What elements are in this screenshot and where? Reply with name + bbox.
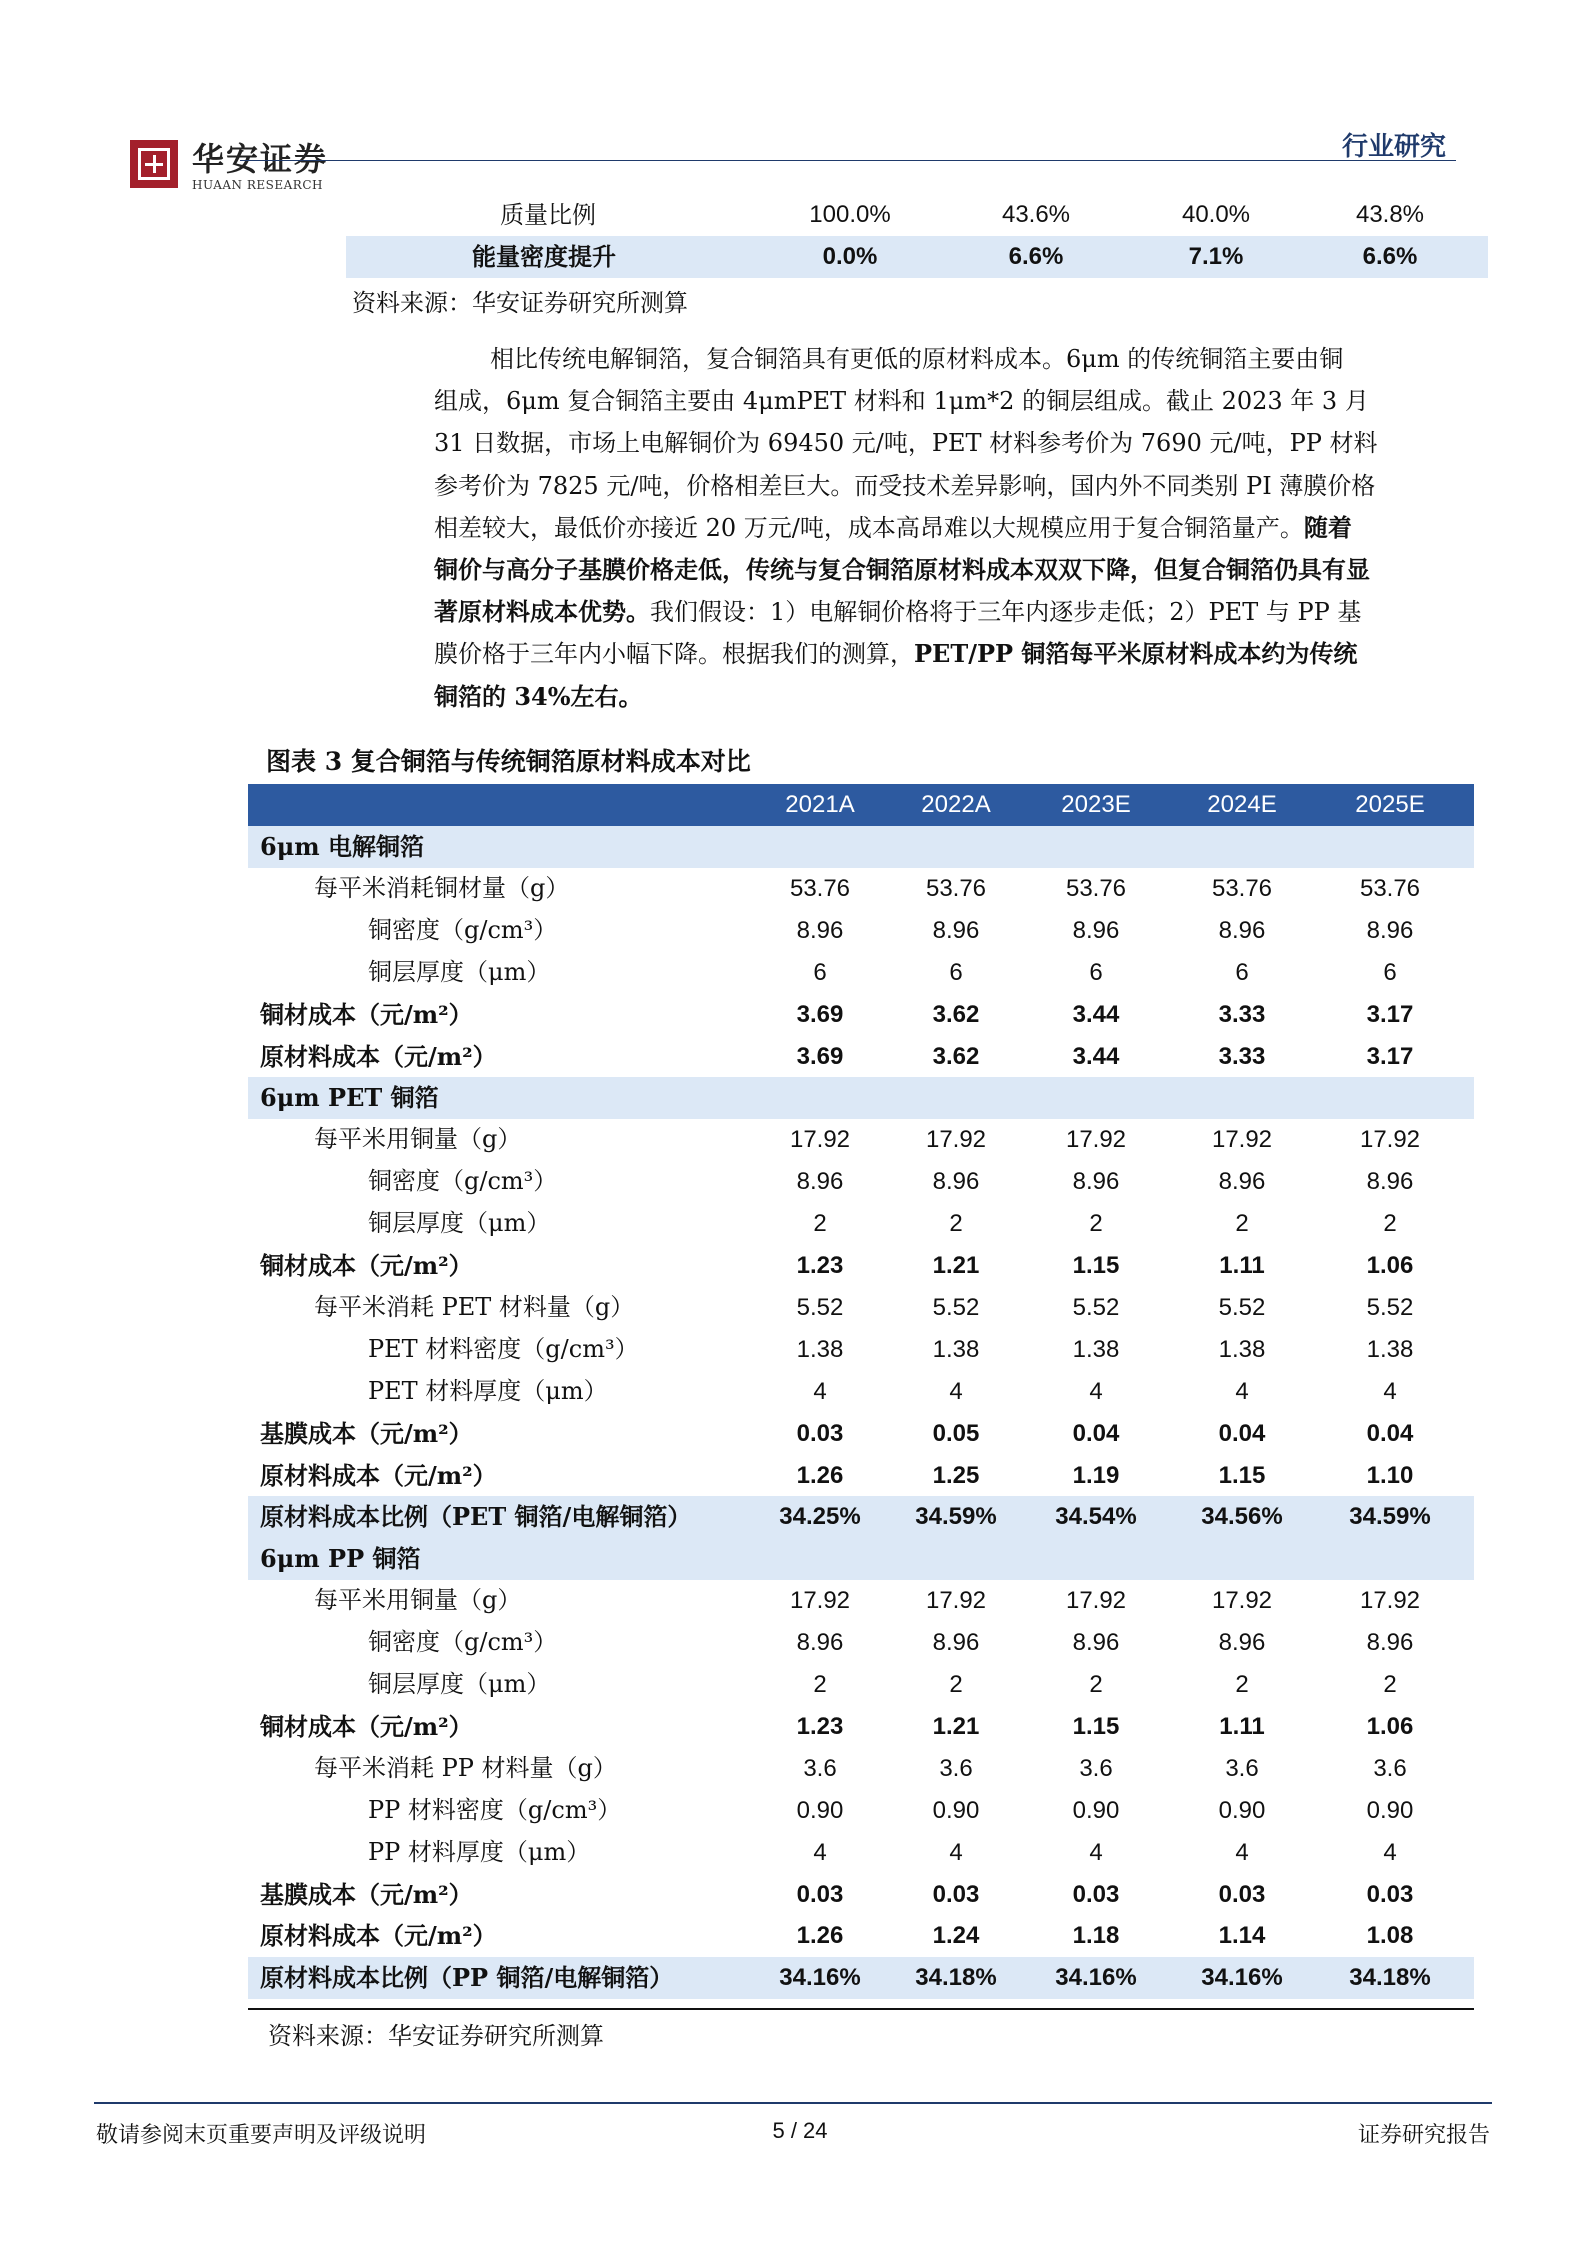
cell-value: 1.38 [1072, 1335, 1120, 1363]
cell-value: 4 [813, 1838, 827, 1866]
cell-value: 1.11 [1219, 1252, 1265, 1279]
cell-value: 6 [1383, 958, 1397, 986]
cell-value: 34.18% [1349, 1964, 1431, 1992]
top-table-row [346, 194, 1488, 236]
table-bottom-rule [248, 2008, 1474, 2010]
row-label: 铜密度（g/cm³） [368, 1628, 558, 1657]
cell-value: 0.90 [1366, 1796, 1414, 1824]
cell-value: 6.6% [1008, 243, 1064, 270]
row-label: 原材料成本（元/m²） [260, 1921, 497, 1951]
cell-value: 3.44 [1072, 1042, 1120, 1070]
cell-value: 4 [1089, 1838, 1103, 1866]
cell-value: 17.92 [1065, 1126, 1127, 1154]
cell-value: 8.96 [796, 1168, 844, 1196]
cell-value: 2 [1089, 1210, 1103, 1238]
cell-value: 1.06 [1366, 1252, 1414, 1279]
row-label: 原材料成本比例（PP 铜箔/电解铜箔） [260, 1963, 674, 1993]
cell-value: 4 [1235, 1838, 1249, 1866]
logo-icon [130, 140, 178, 188]
cell-value: 1.19 [1072, 1461, 1120, 1489]
row-label: 铜材成本（元/m²） [260, 1711, 473, 1741]
cell-value: 34.16% [779, 1964, 861, 1992]
cell-value: 1.38 [796, 1335, 844, 1363]
para-line-5: 相差较大，最低价亦接近 20 万元/吨，成本高昂难以大规模应用于复合铜箔量产。随着 [434, 512, 1352, 542]
cell-value: 0.90 [932, 1796, 980, 1824]
cell-value: 8.96 [1366, 1168, 1414, 1196]
row-label: 基膜成本（元/m²） [260, 1879, 473, 1909]
table-row [248, 952, 1474, 994]
cell-value: 8.96 [1218, 916, 1266, 944]
cell-value: 4 [949, 1377, 963, 1405]
table-row [248, 1161, 1474, 1203]
cell-value: 17.92 [925, 1126, 987, 1154]
cell-value: 0.90 [1072, 1796, 1120, 1824]
table-row [248, 1203, 1474, 1245]
cell-value: 4 [1383, 1838, 1397, 1866]
cell-value: 8.96 [1218, 1168, 1266, 1196]
cell-value: 8.96 [796, 916, 844, 944]
cell-value: 1.26 [796, 1922, 844, 1950]
cell-value: 17.92 [789, 1126, 851, 1154]
cell-value: 0.03 [796, 1880, 844, 1908]
cell-value: 1.08 [1366, 1922, 1414, 1950]
cell-value: 7.1% [1188, 243, 1244, 270]
row-label: 铜密度（g/cm³） [368, 915, 558, 944]
para-line-7: 著原材料成本优势。我们假设：1）电解铜价格将于三年内逐步走低；2）PET 与 PP 基 [434, 597, 1362, 627]
cell-value: 0.0% [822, 243, 878, 270]
cell-value: 4 [1089, 1377, 1103, 1405]
cell-value: 34.59% [1349, 1503, 1431, 1531]
top-table-row [346, 236, 1488, 278]
cell-value: 34.54% [1055, 1503, 1137, 1531]
cell-value: 0.03 [1218, 1880, 1266, 1908]
row-label: 原材料成本（元/m²） [260, 1041, 497, 1071]
cell-value: 34.59% [915, 1503, 997, 1531]
cell-value: 43.8% [1355, 201, 1425, 228]
table-row [248, 1036, 1474, 1078]
cell-value: 2 [813, 1210, 827, 1238]
page-number: 5 / 24 [772, 2118, 828, 2143]
brand-name: 华安证券 [192, 140, 329, 178]
cell-value: 8.96 [932, 916, 980, 944]
cell-value: 4 [1383, 1377, 1397, 1405]
table-row [248, 1413, 1474, 1455]
row-label: 铜层厚度（μm） [368, 1209, 551, 1238]
cell-value: 6 [949, 958, 963, 986]
cell-value: 2 [1235, 1210, 1249, 1238]
cell-value: 53.76 [789, 874, 851, 902]
cell-value: 6 [1235, 958, 1249, 986]
cell-value: 1.15 [1218, 1461, 1266, 1489]
row-label: 原材料成本（元/m²） [260, 1460, 497, 1490]
row-label: 铜层厚度（μm） [368, 1670, 551, 1698]
table-row [248, 1245, 1474, 1287]
cell-value: 8.96 [1366, 916, 1414, 944]
cell-value: 2 [1235, 1671, 1249, 1698]
cell-value: 17.92 [1065, 1587, 1127, 1615]
cell-value: 8.96 [796, 1629, 844, 1657]
cell-value: 3.69 [796, 1000, 844, 1028]
cell-value: 17.92 [789, 1587, 851, 1615]
cell-value: 1.10 [1366, 1461, 1414, 1489]
cell-value: 1.06 [1366, 1712, 1414, 1740]
cell-value: 2 [949, 1671, 963, 1698]
cell-value: 53.76 [1359, 874, 1421, 902]
cell-value: 4 [813, 1377, 827, 1405]
cell-value: 43.6% [1001, 201, 1071, 228]
cell-value: 8.96 [1072, 1629, 1120, 1657]
row-label: 铜材成本（元/m²） [260, 1251, 473, 1280]
table-row [248, 1790, 1474, 1832]
cell-value: 5.52 [1366, 1293, 1414, 1321]
cell-value: 3.33 [1218, 1000, 1266, 1028]
cell-value: 0.04 [1218, 1419, 1266, 1447]
cell-value: 53.76 [1065, 874, 1127, 902]
cell-value: 2 [813, 1671, 827, 1698]
cell-value: 0.03 [932, 1880, 980, 1908]
cell-value: 0.05 [932, 1419, 980, 1447]
table-row [248, 1455, 1474, 1497]
table-row [248, 910, 1474, 952]
row-label: PP 材料密度（g/cm³） [368, 1795, 622, 1824]
row-label: 原材料成本比例（PET 铜箔/电解铜箔） [260, 1502, 692, 1532]
cell-value: 1.38 [1366, 1335, 1414, 1363]
cell-value: 8.96 [1072, 916, 1120, 944]
table-row [248, 1706, 1474, 1748]
cell-value: 3.6 [1225, 1754, 1259, 1782]
row-label: 每平米消耗铜材量（g） [314, 873, 570, 902]
row-label: 铜密度（g/cm³） [368, 1167, 558, 1196]
cell-value: 0.03 [1366, 1880, 1414, 1908]
cell-value: 1.26 [796, 1461, 844, 1489]
cell-value: 0.90 [1218, 1796, 1266, 1824]
section-label: 行业研究 [1341, 132, 1446, 162]
table-row [248, 1664, 1474, 1706]
body-paragraph [434, 338, 1458, 718]
cell-value: 34.16% [1055, 1964, 1137, 1992]
cell-value: 3.33 [1218, 1042, 1266, 1070]
para-line-2: 组成，6μm 复合铜箔主要由 4μmPET 材料和 1μm*2 的铜层组成。截止 2023 年 3 月 [434, 387, 1369, 416]
cell-value: 8.96 [1218, 1629, 1266, 1657]
row-label: 能量密度提升 [472, 242, 616, 271]
cell-value: 0.90 [796, 1796, 844, 1824]
header-divider [240, 160, 1456, 161]
row-label: 铜层厚度（μm） [368, 957, 551, 986]
cell-value: 8.96 [932, 1629, 980, 1657]
row-label: 质量比例 [500, 201, 596, 229]
cell-value: 1.15 [1072, 1712, 1120, 1740]
row-label: 每平米用铜量（g） [314, 1125, 522, 1154]
para-line-4: 参考价为 7825 元/吨，价格相差巨大。而受技术差异影响，国内外不同类别 PI 薄膜价格 [434, 471, 1376, 500]
cell-value: 8.96 [932, 1168, 980, 1196]
cell-value: 5.52 [1218, 1293, 1266, 1321]
row-label: 每平米消耗 PP 材料量（g） [314, 1753, 617, 1782]
cell-value: 2 [949, 1210, 963, 1238]
cell-value: 0.04 [1366, 1419, 1414, 1447]
cell-value: 3.62 [932, 1000, 980, 1028]
table-row [248, 1371, 1474, 1413]
cell-value: 1.23 [796, 1252, 844, 1279]
row-label: 每平米用铜量（g） [314, 1586, 522, 1615]
column-header: 2024E [1207, 791, 1277, 818]
cell-value: 34.25% [779, 1503, 861, 1531]
cell-value: 1.23 [796, 1712, 844, 1740]
cell-value: 3.44 [1072, 1000, 1120, 1028]
cell-value: 1.38 [932, 1335, 980, 1363]
cell-value: 3.6 [939, 1754, 973, 1782]
cell-value: 1.25 [932, 1461, 980, 1489]
table-row [248, 1957, 1474, 1999]
table-row [248, 1496, 1474, 1538]
row-label: PP 材料厚度（μm） [368, 1837, 591, 1866]
cell-value: 3.69 [796, 1042, 844, 1070]
row-label: 6μm 电解铜箔 [260, 832, 425, 861]
energy-density-table [346, 192, 1488, 280]
column-header: 2023E [1061, 791, 1131, 818]
table-source-note: 资料来源：华安证券研究所测算 [352, 289, 688, 317]
cell-value: 3.6 [803, 1754, 837, 1782]
cell-value: 8.96 [1072, 1168, 1120, 1196]
cell-value: 2 [1383, 1671, 1397, 1698]
cell-value: 1.15 [1072, 1252, 1120, 1279]
table-row [248, 1580, 1474, 1622]
column-header: 2025E [1355, 791, 1425, 818]
cell-value: 6 [1089, 958, 1103, 986]
table-row [248, 1287, 1474, 1329]
cell-value: 5.52 [1072, 1293, 1120, 1321]
column-header: 2022A [921, 791, 991, 818]
cell-value: 4 [949, 1838, 963, 1866]
row-label: 基膜成本（元/m²） [260, 1418, 473, 1448]
cell-value: 4 [1235, 1377, 1249, 1405]
cell-value: 3.17 [1366, 1042, 1414, 1070]
cell-value: 0.03 [1072, 1880, 1120, 1908]
section-header-row [248, 826, 1474, 868]
row-label: 6μm PET 铜箔 [260, 1083, 439, 1113]
cell-value: 17.92 [1359, 1587, 1421, 1615]
cell-value: 1.14 [1218, 1922, 1266, 1950]
cell-value: 40.0% [1181, 201, 1251, 228]
cell-value: 1.38 [1218, 1335, 1266, 1363]
cell-value: 34.18% [915, 1964, 997, 1992]
cell-value: 3.6 [1079, 1754, 1113, 1782]
cell-value: 17.92 [1211, 1587, 1273, 1615]
row-label: 每平米消耗 PET 材料量（g） [314, 1292, 635, 1321]
row-label: 铜材成本（元/m²） [260, 999, 473, 1029]
para-line-3: 31 日数据，市场上电解铜价为 69450 元/吨，PET 材料参考价为 7690 元/吨，PP 材料 [434, 429, 1378, 458]
cell-value: 6.6% [1362, 243, 1418, 270]
table-row [248, 1915, 1474, 1957]
cell-value: 2 [1383, 1210, 1397, 1238]
para-line-1: 相比传统电解铜箔，复合铜箔具有更低的原材料成本。6μm 的传统铜箔主要由铜 [490, 345, 1344, 373]
table-row [248, 1832, 1474, 1874]
footer-divider [94, 2102, 1492, 2104]
cell-value: 1.21 [932, 1252, 980, 1279]
cell-value: 34.16% [1201, 1964, 1283, 1992]
footer-disclaimer: 敬请参阅末页重要声明及评级说明 [96, 2123, 427, 2148]
cell-value: 17.92 [1211, 1126, 1273, 1154]
cell-value: 17.92 [925, 1587, 987, 1615]
cell-value: 17.92 [1359, 1126, 1421, 1154]
cell-value: 1.11 [1219, 1712, 1265, 1740]
cell-value: 53.76 [1211, 874, 1273, 902]
brand-english: HUAAN RESEARCH [192, 178, 323, 192]
table-row [248, 994, 1474, 1036]
table-row [248, 1874, 1474, 1916]
column-header: 2021A [785, 791, 855, 818]
row-label: PET 材料厚度（μm） [368, 1376, 608, 1405]
cell-value: 34.56% [1201, 1503, 1283, 1531]
cell-value: 5.52 [932, 1293, 980, 1321]
cell-value: 1.24 [932, 1922, 980, 1950]
figure-source-note: 资料来源：华安证券研究所测算 [268, 2022, 604, 2050]
table-header-row [248, 784, 1474, 826]
section-header-row [248, 1538, 1474, 1580]
cell-value: 5.52 [796, 1293, 844, 1321]
cell-value: 53.76 [925, 874, 987, 902]
para-line-9: 铜箔的 34%左右。 [434, 681, 643, 711]
cell-value: 3.6 [1373, 1754, 1407, 1782]
cell-value: 6 [813, 958, 827, 986]
row-label: PET 材料密度（g/cm³） [368, 1334, 639, 1363]
cell-value: 1.21 [932, 1712, 980, 1740]
table-row [248, 1622, 1474, 1664]
cell-value: 8.96 [1366, 1629, 1414, 1657]
cell-value: 0.04 [1072, 1419, 1120, 1447]
para-line-8: 膜价格于三年内小幅下降。根据我们的测算，PET/PP 铜箔每平米原材料成本约为传统 [434, 639, 1358, 669]
figure-title: 图表 3 复合铜箔与传统铜箔原材料成本对比 [266, 747, 751, 776]
cell-value: 2 [1089, 1671, 1103, 1698]
table-row [248, 868, 1474, 910]
cell-value: 3.17 [1366, 1000, 1414, 1028]
section-header-row [248, 1077, 1474, 1119]
footer-report-type: 证券研究报告 [1357, 2123, 1490, 2148]
table-row [248, 1329, 1474, 1371]
cell-value: 0.03 [796, 1419, 844, 1447]
para-line-6: 铜价与高分子基膜价格走低，传统与复合铜箔原材料成本双双下降，但复合铜箔仍具有显 [434, 555, 1370, 585]
table-row [248, 1748, 1474, 1790]
table-row [248, 1119, 1474, 1161]
cell-value: 1.18 [1072, 1922, 1120, 1950]
cell-value: 100.0% [809, 201, 891, 228]
cell-value: 3.62 [932, 1042, 980, 1070]
row-label: 6μm PP 铜箔 [260, 1544, 421, 1574]
